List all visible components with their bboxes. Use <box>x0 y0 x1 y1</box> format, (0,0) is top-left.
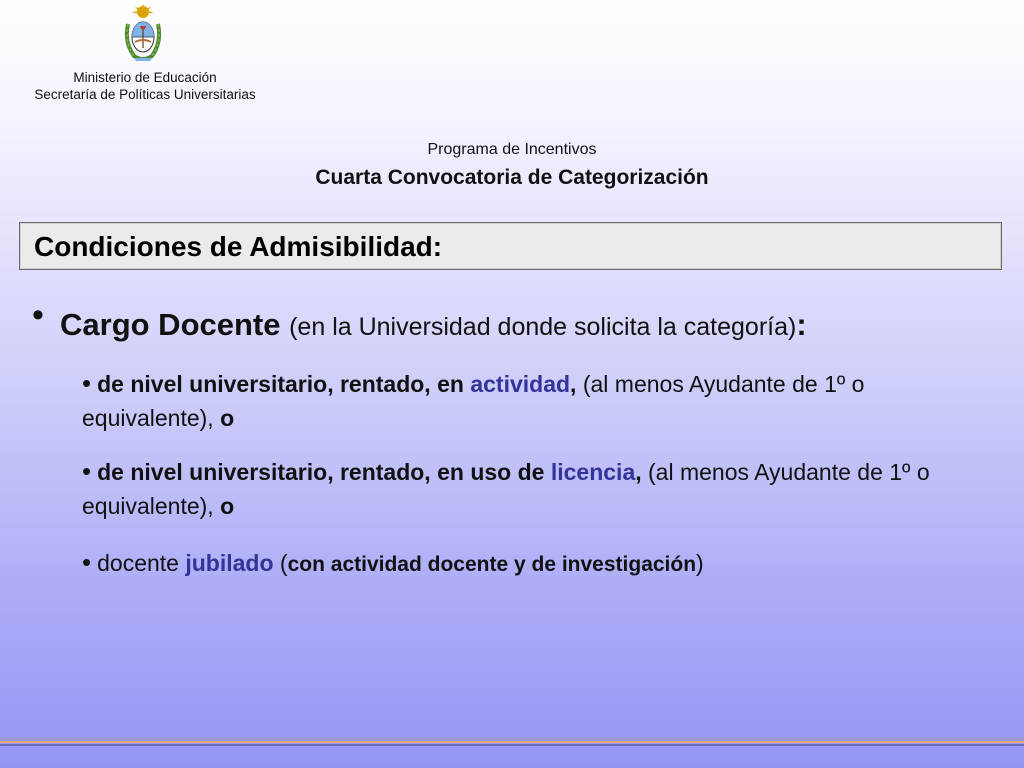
secretariat-name: Secretaría de Políticas Universitarias <box>34 87 256 102</box>
main-point-paren: (en la Universidad donde solicita la categoría) <box>289 313 797 341</box>
bullet-icon: • <box>32 296 44 334</box>
coat-of-arms-logo <box>120 4 166 64</box>
argentina-coat-of-arms-icon <box>120 4 166 64</box>
section-title-box <box>19 222 1002 270</box>
footer-divider-shadow <box>0 744 1024 746</box>
footer-divider <box>0 737 1024 740</box>
sub-point-3-open-paren: ( <box>279 550 288 576</box>
sub-point-1-conj: o <box>220 405 235 431</box>
section-title: Condiciones de Admisibilidad: <box>34 231 443 262</box>
organization-header <box>0 69 290 103</box>
sub-point-2-text: de nivel universitario, rentado, en uso de <box>97 459 545 485</box>
sub-point-2-comma: , <box>635 459 642 485</box>
sub-point-1-comma: , <box>570 371 577 397</box>
sub-point-3-text: docente <box>97 550 179 576</box>
sub-point-1-highlight: actividad <box>470 371 571 397</box>
main-point-strong: Cargo Docente <box>60 307 281 342</box>
bullet-icon: • <box>82 456 92 486</box>
sub-point-3 <box>82 545 982 582</box>
sub-point-3-highlight: jubilado <box>185 550 274 576</box>
main-point-colon: : <box>796 307 807 342</box>
bullet-icon: • <box>82 368 92 398</box>
convocation-title: Cuarta Convocatoria de Categorización <box>315 166 709 189</box>
sub-point-2-detail: (al menos Ayudante de 1º o equivalente), <box>82 459 930 519</box>
sub-point-1 <box>82 366 982 435</box>
ministry-name: Ministerio de Educación <box>73 70 217 85</box>
sub-point-2-highlight: licencia <box>550 459 636 485</box>
main-point-text <box>60 305 807 347</box>
sub-point-3-detail: con actividad docente y de investigación <box>287 553 697 576</box>
bullet-icon: • <box>82 547 92 577</box>
sub-point-2-conj: o <box>220 493 235 519</box>
program-name: Programa de Incentivos <box>427 141 597 158</box>
sub-point-2 <box>82 454 982 523</box>
footer-divider-accent <box>0 741 1024 743</box>
sub-point-1-text: de nivel universitario, rentado, en <box>97 371 464 397</box>
sub-point-3-close-paren: ) <box>696 550 704 576</box>
sub-point-1-detail: (al menos Ayudante de 1º o equivalente), <box>82 371 865 431</box>
